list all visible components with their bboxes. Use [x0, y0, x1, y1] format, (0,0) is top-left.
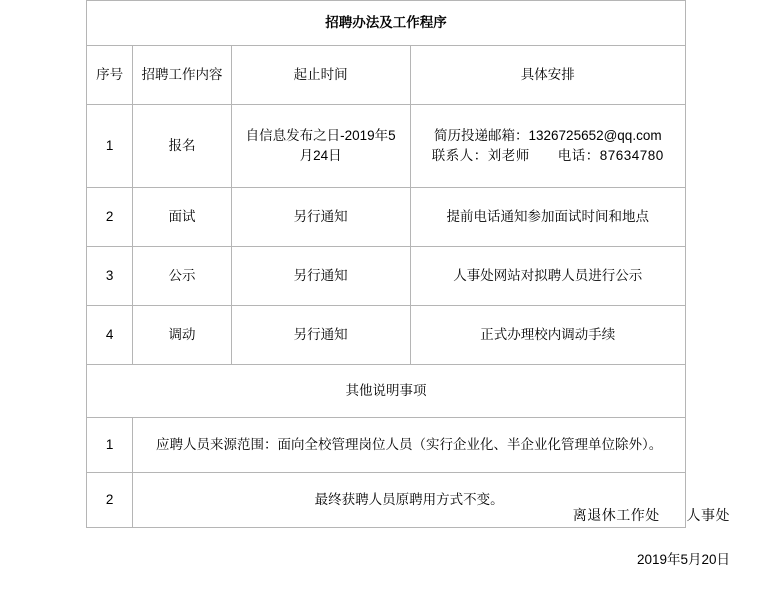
table-row	[87, 247, 686, 306]
row-arrangement-email: 简历投递邮箱：1326725652@qq.com	[434, 127, 662, 143]
table-row	[87, 306, 686, 365]
recruitment-table	[86, 0, 686, 528]
table-title-row	[87, 1, 686, 46]
row-arrangement: 正式办理校内调动手续	[410, 306, 685, 365]
signature-department-left: 离退休工作处	[572, 507, 660, 523]
row-time: 另行通知	[231, 247, 410, 306]
column-header-content: 招聘工作内容	[133, 46, 231, 105]
note-index: 2	[87, 473, 133, 528]
column-header-arrangement: 具体安排	[410, 46, 685, 105]
row-time: 另行通知	[231, 188, 410, 247]
row-content: 公示	[133, 247, 231, 306]
signature-line	[0, 505, 730, 525]
column-header-time: 起止时间	[231, 46, 410, 105]
note-row	[87, 418, 686, 473]
row-content: 调动	[133, 306, 231, 365]
note-text: 最终获聘人员原聘用方式不变。	[133, 473, 686, 528]
row-index: 2	[87, 188, 133, 247]
row-time: 自信息发布之日-2019年5月24日	[231, 105, 410, 188]
row-arrangement-contact: 联系人：刘老师 电话：87634780	[431, 148, 664, 163]
signature-department-right: 人事处	[686, 507, 730, 523]
row-arrangement	[410, 105, 685, 188]
table-row	[87, 105, 686, 188]
row-index: 4	[87, 306, 133, 365]
row-time: 另行通知	[231, 306, 410, 365]
other-section-row	[87, 365, 686, 418]
other-section-title: 其他说明事项	[87, 365, 686, 418]
row-content: 面试	[133, 188, 231, 247]
row-arrangement: 人事处网站对拟聘人员进行公示	[410, 247, 685, 306]
row-index: 3	[87, 247, 133, 306]
row-arrangement: 提前电话通知参加面试时间和地点	[410, 188, 685, 247]
note-text: 应聘人员来源范围：面向全校管理岗位人员（实行企业化、半企业化管理单位除外）。	[133, 418, 686, 473]
row-content: 报名	[133, 105, 231, 188]
document-date: 2019年5月20日	[636, 552, 730, 567]
table-header-row	[87, 46, 686, 105]
page-title: 招聘办法及工作程序	[87, 1, 686, 46]
table-row	[87, 188, 686, 247]
note-index: 1	[87, 418, 133, 473]
row-index: 1	[87, 105, 133, 188]
column-header-index: 序号	[87, 46, 133, 105]
